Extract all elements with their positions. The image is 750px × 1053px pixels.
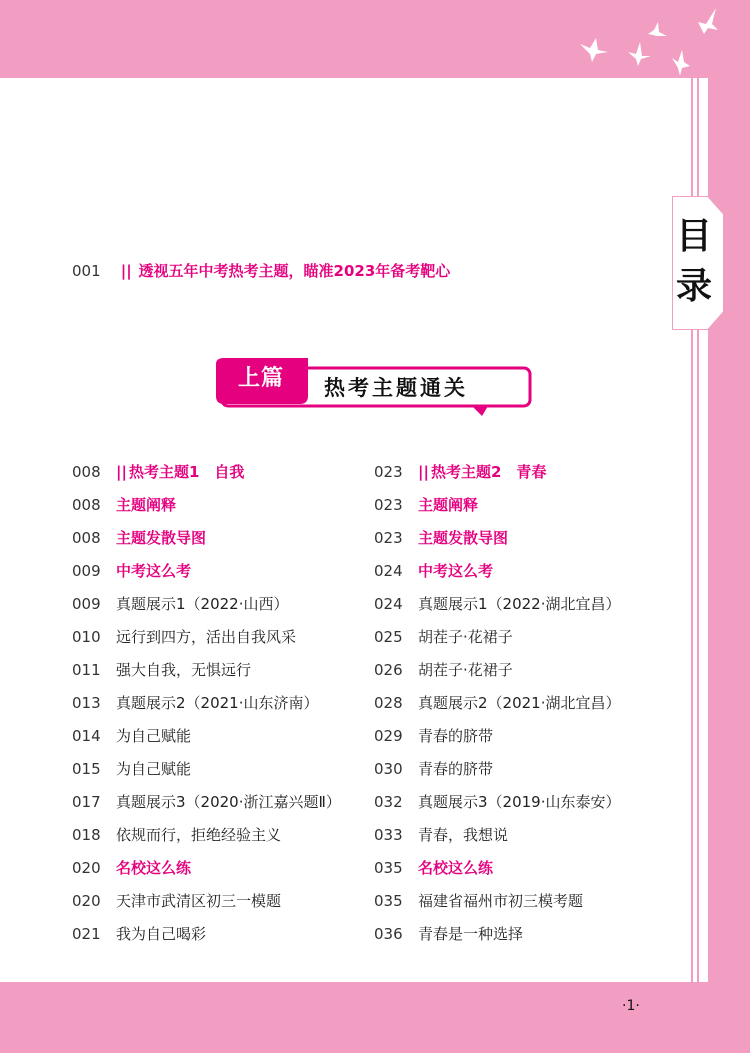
toc-entry[interactable] — [72, 788, 372, 821]
entry-page-number: 029 — [374, 727, 403, 745]
entry-page-number: 008 — [72, 529, 101, 547]
entry-title: 青春的脐带 — [418, 727, 494, 745]
entry-title: 胡茬子·花裙子 — [418, 628, 513, 646]
toc-entry[interactable] — [374, 722, 674, 755]
entry-page-number: 026 — [374, 661, 403, 679]
entry-title: 热考主题1 自我 — [128, 463, 245, 481]
entry-title: 主题发散导图 — [418, 529, 509, 547]
toc-entry[interactable] — [72, 755, 372, 788]
toc-entry[interactable] — [72, 821, 372, 854]
entry-page-number: 020 — [72, 892, 101, 910]
toc-entry[interactable] — [374, 920, 674, 953]
entry-title: 胡茬子·花裙子 — [418, 661, 513, 679]
toc-entry[interactable] — [374, 524, 674, 557]
entry-page-number: 008 — [72, 496, 101, 514]
entry-title: 天津市武清区初三一模题 — [116, 892, 282, 910]
entry-page-number: 024 — [374, 595, 403, 613]
toc-entry[interactable] — [374, 689, 674, 722]
section-title: 热考主题通关 — [324, 376, 468, 400]
toc-entry[interactable] — [72, 590, 372, 623]
toc-entry[interactable] — [72, 920, 372, 953]
entry-title: 为自己赋能 — [116, 760, 192, 778]
entry-page-number: 035 — [374, 859, 403, 877]
entry-page-number: 008 — [72, 463, 101, 481]
flying-birds-icon — [570, 0, 750, 78]
toc-entry[interactable] — [72, 623, 372, 656]
toc-entry[interactable] — [72, 722, 372, 755]
entry-title: 我为自己喝彩 — [116, 925, 207, 943]
toc-entry[interactable] — [72, 656, 372, 689]
entry-page-number: 023 — [374, 529, 403, 547]
entry-title: 透视五年中考热考主题，瞄准2023年备考靶心 — [138, 262, 451, 280]
entry-page-number: 023 — [374, 496, 403, 514]
entry-page-number: 020 — [72, 859, 101, 877]
entry-title: 强大自我，无惧远行 — [116, 661, 252, 679]
entry-title: 依规而行，拒绝经验主义 — [116, 826, 282, 844]
section-tag: 上篇 — [238, 366, 285, 391]
toc-right-column — [374, 458, 674, 953]
toc-left-column — [72, 458, 372, 953]
entry-page-number: 014 — [72, 727, 101, 745]
entry-title: 真题展示3（2019·山东泰安） — [418, 793, 621, 811]
entry-page-number: 024 — [374, 562, 403, 580]
entry-title: 真题展示2（2021·山东济南） — [116, 694, 319, 712]
entry-title: 青春是一种选择 — [418, 925, 524, 943]
toc-entry[interactable] — [374, 788, 674, 821]
section-banner — [216, 358, 536, 418]
toc-entry[interactable] — [374, 590, 674, 623]
toc-entry[interactable] — [72, 458, 372, 491]
entry-title: 名校这么练 — [418, 859, 494, 877]
toc-title-tab — [672, 196, 726, 330]
toc-entry[interactable] — [72, 887, 372, 920]
entry-page-number: 030 — [374, 760, 403, 778]
toc-entry[interactable] — [374, 656, 674, 689]
toc-entry[interactable] — [374, 557, 674, 590]
entry-marker-icon: || — [120, 262, 132, 280]
toc-entry[interactable] — [374, 755, 674, 788]
entry-title: 热考主题2 青春 — [430, 463, 547, 481]
entry-title: 真题展示3（2020·浙江嘉兴题Ⅱ） — [116, 793, 341, 811]
entry-title: 远行到四方，活出自我风采 — [116, 628, 297, 646]
entry-page-number: 032 — [374, 793, 403, 811]
entry-page-number: 021 — [72, 925, 101, 943]
page-number: ·1· — [622, 998, 640, 1014]
toc-entry[interactable] — [72, 491, 372, 524]
entry-page-number: 036 — [374, 925, 403, 943]
bottom-pink-band — [0, 982, 750, 1053]
entry-title: 真题展示1（2022·山西） — [116, 595, 289, 613]
entry-page-number: 009 — [72, 595, 101, 613]
entry-title: 青春，我想说 — [418, 826, 509, 844]
toc-entry[interactable] — [374, 458, 674, 491]
toc-entry[interactable] — [72, 689, 372, 722]
entry-title: 中考这么考 — [418, 562, 494, 580]
toc-entry[interactable] — [72, 557, 372, 590]
toc-entry[interactable] — [374, 854, 674, 887]
toc-entry[interactable] — [374, 623, 674, 656]
entry-page-number: 017 — [72, 793, 101, 811]
toc-entry[interactable] — [72, 854, 372, 887]
toc-title-char: 录 — [675, 266, 712, 307]
entry-marker-icon: || — [418, 463, 429, 481]
toc-entry[interactable] — [374, 821, 674, 854]
entry-marker-icon: || — [116, 463, 127, 481]
entry-page-number: 033 — [374, 826, 403, 844]
entry-page-number: 009 — [72, 562, 101, 580]
toc-entry[interactable] — [374, 491, 674, 524]
entry-page-number: 010 — [72, 628, 101, 646]
entry-title: 主题发散导图 — [116, 529, 207, 547]
entry-title: 青春的脐带 — [418, 760, 494, 778]
entry-title: 名校这么练 — [116, 859, 192, 877]
entry-title: 主题阐释 — [116, 496, 177, 514]
entry-title: 真题展示1（2022·湖北宜昌） — [418, 595, 621, 613]
entry-page-number: 035 — [374, 892, 403, 910]
entry-title: 为自己赋能 — [116, 727, 192, 745]
entry-title: 主题阐释 — [418, 496, 479, 514]
entry-title: 真题展示2（2021·湖北宜昌） — [418, 694, 621, 712]
entry-title: 福建省福州市初三模考题 — [418, 892, 584, 910]
entry-title: 中考这么考 — [116, 562, 192, 580]
toc-title-char: 目 — [675, 216, 712, 257]
entry-page-number: 015 — [72, 760, 101, 778]
entry-page-number: 011 — [72, 661, 101, 679]
entry-page-number: 013 — [72, 694, 101, 712]
toc-entry[interactable] — [72, 524, 372, 557]
intro-entry[interactable] — [72, 260, 450, 281]
entry-page-number: 023 — [374, 463, 403, 481]
entry-page-number: 025 — [374, 628, 403, 646]
entry-page-number: 018 — [72, 826, 101, 844]
toc-entry[interactable] — [374, 887, 674, 920]
entry-page-number: 028 — [374, 694, 403, 712]
entry-page-number: 001 — [72, 262, 101, 280]
